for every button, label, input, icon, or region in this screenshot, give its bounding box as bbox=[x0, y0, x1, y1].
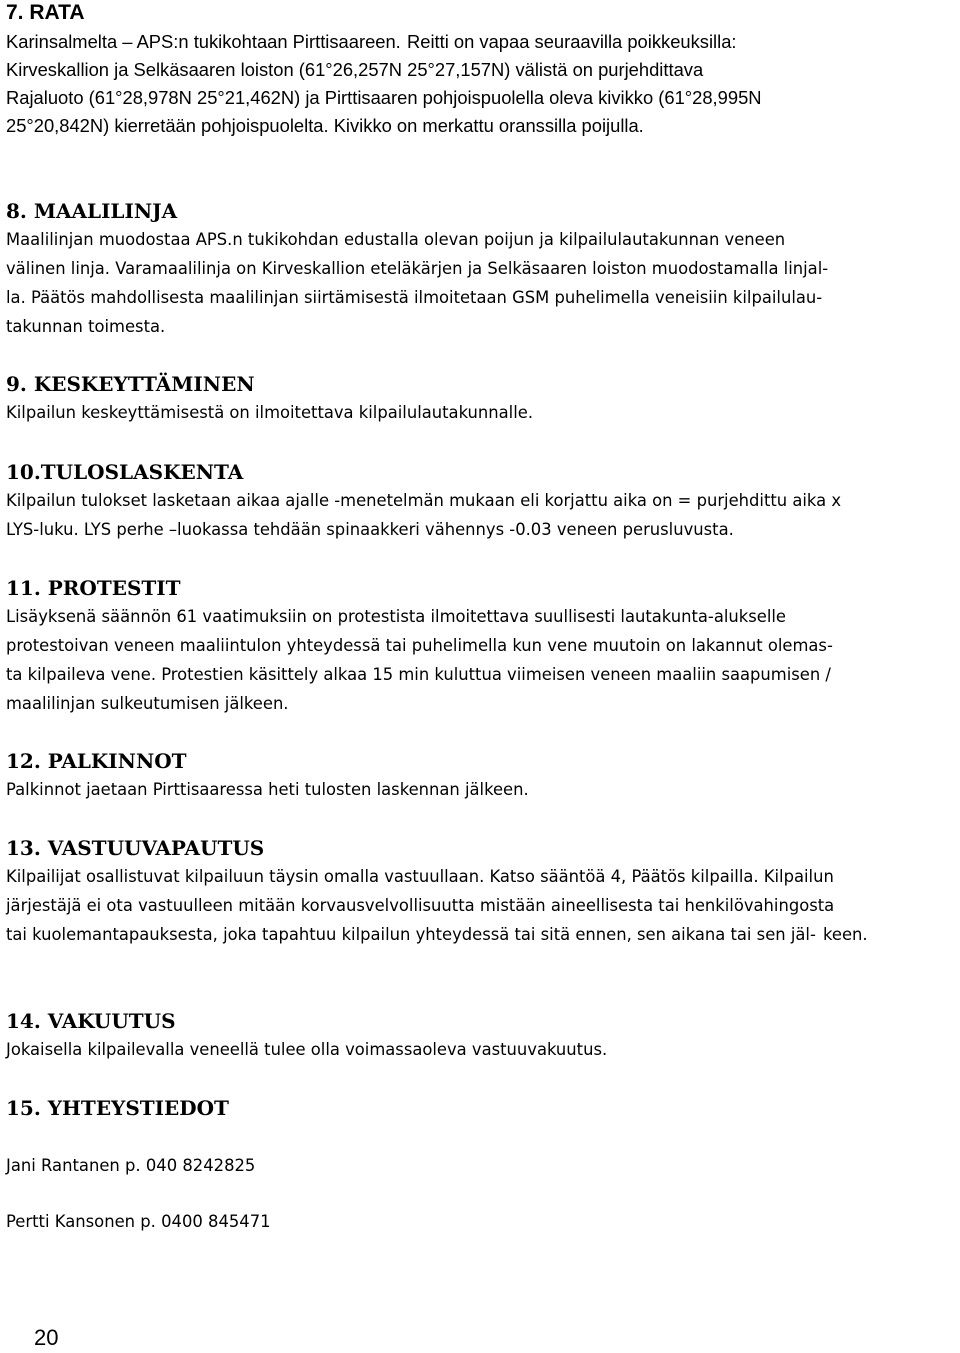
text-line: keen. bbox=[822, 925, 868, 944]
text-line: Kilpailun tulokset lasketaan aikaa ajalle -menetelmän mukaan eli korjattu aika on = purjehdittu aika x bbox=[6, 491, 842, 510]
section-heading: 9. KESKEYTTÄMINEN bbox=[6, 372, 255, 396]
section-heading: 12. PALKINNOT bbox=[6, 749, 187, 773]
section-keskeyttaminen bbox=[6, 371, 956, 427]
contact-jani-rantanen: Jani Rantanen p. 040 8242825 bbox=[6, 1156, 256, 1175]
section-body bbox=[6, 862, 956, 949]
text-line: LYS-luku. LYS perhe –luokassa tehdään spinaakkeri vähennys -0.03 veneen perusluvusta. bbox=[6, 520, 734, 539]
section-protestit bbox=[6, 575, 956, 718]
text-line: Lisäyksenä säännön 61 vaatimuksiin on protestista ilmoitettava suullisesti lautakunta-alukselle bbox=[6, 607, 786, 626]
text-line: Rajaluoto (61°28,978N 25°21,462N) ja Pirttisaaren pohjoispuolella oleva kivikko (61°28,995N bbox=[6, 87, 762, 108]
text-line: maalilinjan sulkeutumisen jälkeen. bbox=[6, 694, 289, 713]
section-rata bbox=[6, 0, 956, 140]
section-body bbox=[6, 398, 956, 427]
contact-pertti-kansonen: Pertti Kansonen p. 0400 845471 bbox=[6, 1212, 271, 1231]
section-tuloslaskenta bbox=[6, 459, 956, 544]
text-line: välinen linja. Varamaalilinja on Kirveskallion eteläkärjen ja Selkäsaaren loiston muodostamalla linjal- bbox=[6, 259, 829, 278]
text-line: Maalilinjan muodostaa APS.n tukikohdan edustalla olevan poijun ja kilpailulautakunnan veneen bbox=[6, 230, 786, 249]
section-heading: 11. PROTESTIT bbox=[6, 576, 181, 600]
text-line: Jokaisella kilpailevalla veneellä tulee olla voimassaoleva vastuuvakuutus. bbox=[6, 1040, 608, 1059]
text-line: Kilpailun keskeyttämisestä on ilmoitettava kilpailulautakunnalle. bbox=[6, 403, 534, 422]
section-heading: 10.TULOSLASKENTA bbox=[6, 460, 244, 484]
section-heading: 14. VAKUUTUS bbox=[6, 1009, 176, 1033]
text-line: Reitti on vapaa seuraavilla poikkeuksilla: bbox=[406, 31, 737, 52]
text-line: Palkinnot jaetaan Pirttisaaressa heti tulosten laskennan jälkeen. bbox=[6, 780, 529, 799]
text-line: Karinsalmelta – APS:n tukikohtaan Pirttisaareen. bbox=[6, 31, 401, 52]
section-heading: 15. YHTEYSTIEDOT bbox=[6, 1096, 229, 1120]
text-line: ta kilpaileva vene. Protestien käsittely alkaa 15 min kuluttua viimeisen veneen maaliin saapumisen / bbox=[6, 665, 831, 684]
section-body bbox=[6, 28, 956, 140]
section-vastuuvapautus bbox=[6, 835, 956, 949]
section-body bbox=[6, 225, 956, 341]
text-line: 25°20,842N) kierretään pohjoispuolelta. Kivikko on merkattu oranssilla poijulla. bbox=[6, 115, 644, 136]
section-body bbox=[6, 486, 956, 544]
text-line: tai kuolemantapauksesta, joka tapahtuu kilpailun yhteydessä tai sitä ennen, sen aikana tai sen jäl- bbox=[6, 925, 816, 944]
text-line: takunnan toimesta. bbox=[6, 317, 166, 336]
section-vakuutus bbox=[6, 1008, 956, 1064]
section-body bbox=[6, 775, 956, 804]
page-number: 20 bbox=[34, 1325, 59, 1350]
section-palkinnot bbox=[6, 748, 956, 804]
text-line: la. Päätös mahdollisesta maalilinjan siirtämisestä ilmoitetaan GSM puhelimella veneisiin kilpailulau- bbox=[6, 288, 823, 307]
section-heading: 13. VASTUUVAPAUTUS bbox=[6, 836, 265, 860]
text-line: järjestäjä ei ota vastuulleen mitään korvausvelvollisuutta mistään aineellisesta tai henkilövahingosta bbox=[6, 896, 835, 915]
section-maalilinja bbox=[6, 198, 956, 341]
section-heading: 7. RATA bbox=[6, 1, 85, 24]
section-yhteystiedot bbox=[6, 1095, 956, 1121]
text-line: protestoivan veneen maaliintulon yhteydessä tai puhelimella kun vene muutoin on lakannut olemas- bbox=[6, 636, 833, 655]
section-heading: 8. MAALILINJA bbox=[6, 199, 178, 223]
section-body bbox=[6, 1035, 956, 1064]
text-line: Kirveskallion ja Selkäsaaren loiston (61°26,257N 25°27,157N) välistä on purjehdittava bbox=[6, 59, 704, 80]
text-line: Kilpailijat osallistuvat kilpailuun täysin omalla vastuullaan. Katso sääntöä 4, Päätös kilpailla. Kilpailun bbox=[6, 867, 834, 886]
section-body bbox=[6, 602, 956, 718]
